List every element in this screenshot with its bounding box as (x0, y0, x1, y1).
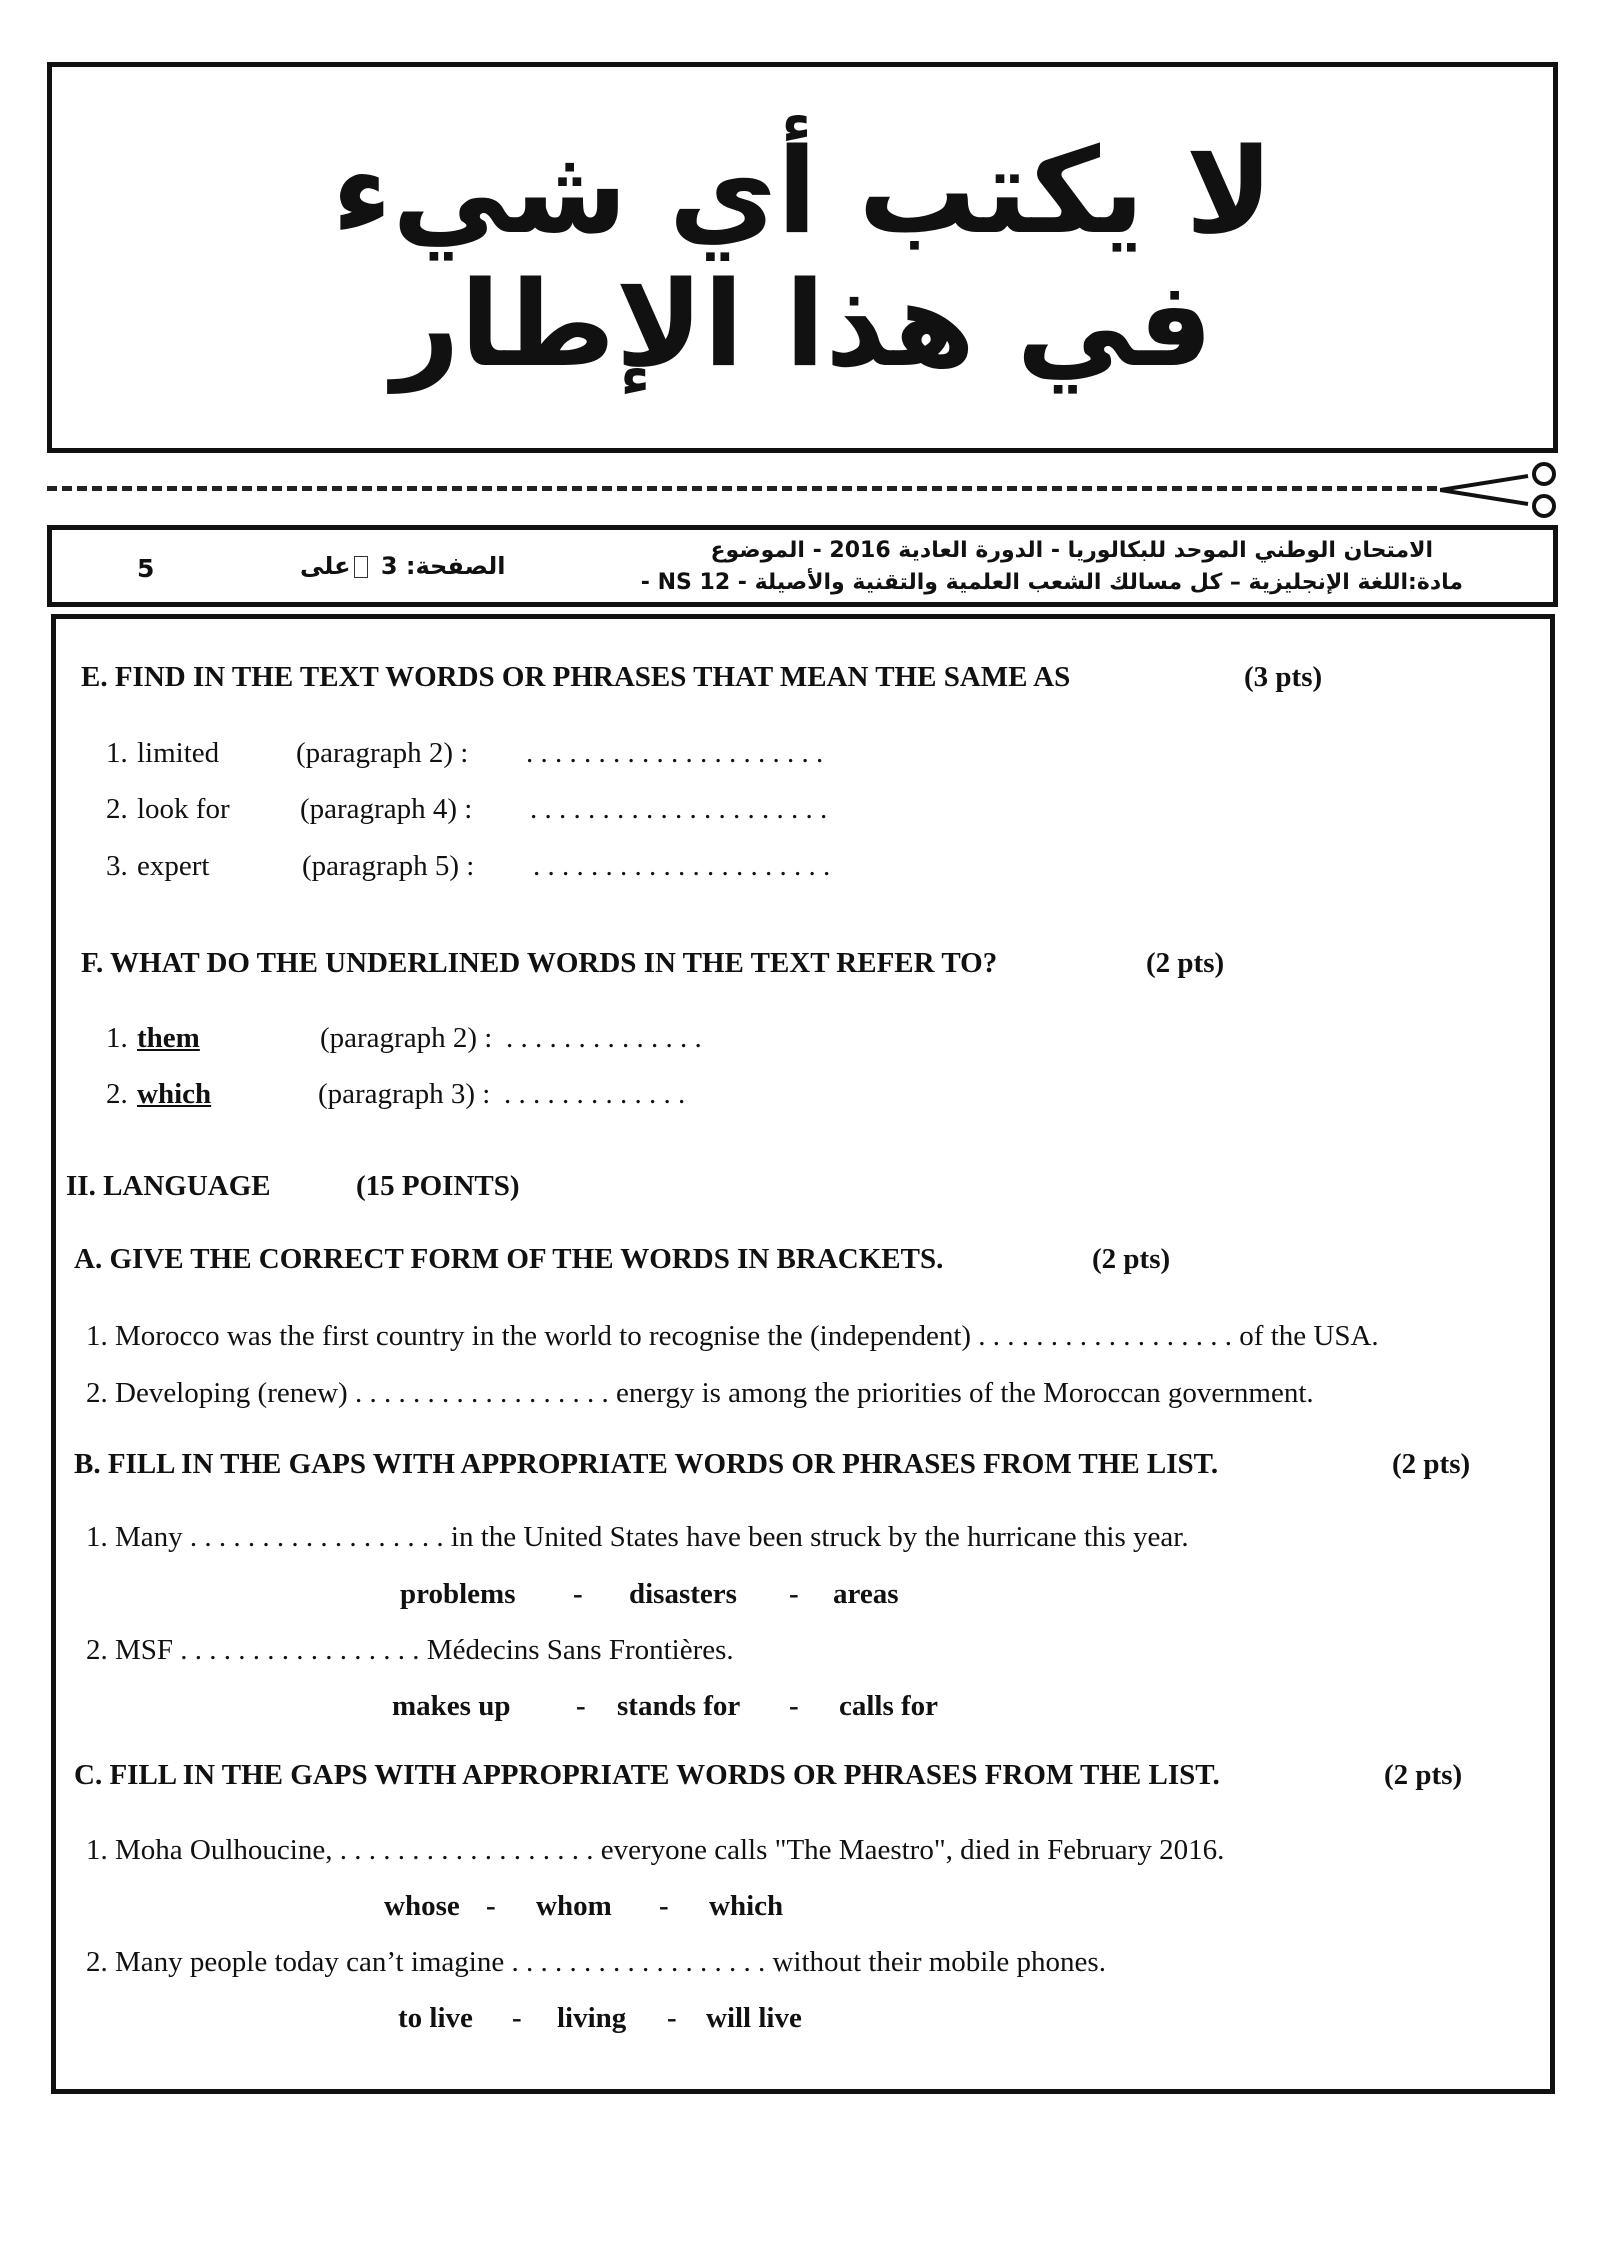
page-indicator (300, 552, 506, 580)
section-c-option-sep: - (667, 2002, 677, 2034)
do-not-write-line-1: لا يكتب أي شيء (331, 122, 1274, 261)
section-b-points: (2 pts) (1392, 1448, 1471, 1480)
section-f-item-1-blank: . . . . . . . . . . . . . . (506, 1022, 702, 1054)
section-e-item-1-word: limited (137, 737, 220, 769)
section-e-item-1-num: 1. (106, 737, 128, 769)
section-b-option-makes-up: makes up (392, 1690, 511, 1722)
section-f-item-2-ref: (paragraph 3) : (318, 1078, 491, 1110)
section-e-heading: E. FIND IN THE TEXT WORDS OR PHRASES THAT MEAN THE SAME AS (81, 661, 1071, 693)
language-heading: II. LANGUAGE (66, 1170, 271, 1202)
section-f-item-2-blank: . . . . . . . . . . . . . (504, 1078, 686, 1110)
section-f-heading: F. WHAT DO THE UNDERLINED WORDS IN THE TEXT REFER TO? (81, 947, 998, 979)
section-b-option-sep: - (576, 1690, 586, 1722)
section-f-item-2-word: which (137, 1078, 212, 1110)
section-a-item-1: 1. Morocco was the first country in the world to recognise the (independent) . . . . . . . . . . . . . . . . . . of the USA. (86, 1320, 1379, 1352)
section-b-item-2: 2. MSF . . . . . . . . . . . . . . . . . Médecins Sans Frontières. (86, 1634, 734, 1666)
section-b-option-calls-for: calls for (839, 1690, 939, 1722)
section-e-item-2-ref: (paragraph 4) : (300, 793, 473, 825)
exam-header (47, 525, 1558, 607)
language-points: (15 POINTS) (356, 1170, 520, 1202)
section-c-option-which: which (709, 1890, 784, 1922)
section-a-item-2: 2. Developing (renew) . . . . . . . . . . . . . . . . . . energy is among the priorities of the Moroccan government. (86, 1377, 1314, 1409)
section-a-points: (2 pts) (1092, 1243, 1171, 1275)
section-c-option-whom: whom (536, 1890, 612, 1922)
section-c-heading: C. FILL IN THE GAPS WITH APPROPRIATE WORDS OR PHRASES FROM THE LIST. (74, 1759, 1220, 1791)
section-f-item-1-word: them (137, 1022, 200, 1054)
exam-content-frame (51, 614, 1555, 2094)
section-c-option-sep: - (486, 1890, 496, 1922)
section-c-option-to-live: to live (398, 2002, 473, 2034)
section-c-option-whose: whose (384, 1890, 460, 1922)
page-of: على (300, 552, 351, 580)
section-e-item-3-ref: (paragraph 5) : (302, 850, 475, 882)
section-b-option-stands-for: stands for (617, 1690, 741, 1722)
section-e-item-1-blank: . . . . . . . . . . . . . . . . . . . . . (526, 737, 824, 769)
section-e-points: (3 pts) (1244, 661, 1323, 693)
cut-line (47, 486, 1437, 491)
section-a-heading: A. GIVE THE CORRECT FORM OF THE WORDS IN BRACKETS. (74, 1243, 944, 1275)
section-f-points: (2 pts) (1146, 947, 1225, 979)
section-f-item-1-ref: (paragraph 2) : (320, 1022, 493, 1054)
page-number: 3 (380, 552, 398, 580)
section-e-item-3-blank: . . . . . . . . . . . . . . . . . . . . . (533, 850, 831, 882)
checkbox-glyph-icon (354, 556, 368, 578)
section-c-item-2: 2. Many people today can’t imagine . . . . . . . . . . . . . . . . . . without their mobile phones. (86, 1946, 1106, 1978)
section-b-option-sep: - (789, 1578, 799, 1610)
section-c-option-sep: - (512, 2002, 522, 2034)
section-e-item-2-blank: . . . . . . . . . . . . . . . . . . . . . (530, 793, 828, 825)
section-b-option-sep: - (573, 1578, 583, 1610)
exam-title-line: الامتحان الوطني الموحد للبكالوريا - الدورة العادية 2016 - الموضوع (710, 538, 1433, 563)
section-c-option-will-live: will live (706, 2002, 802, 2034)
section-b-option-sep: - (789, 1690, 799, 1722)
section-f-item-1-num: 1. (106, 1022, 128, 1054)
section-b-item-1: 1. Many . . . . . . . . . . . . . . . . . . in the United States have been struck by the hurricane this year. (86, 1521, 1189, 1553)
section-c-option-sep: - (659, 1890, 669, 1922)
page-total: 5 (137, 554, 155, 583)
section-e-item-2-num: 2. (106, 793, 128, 825)
section-e-item-3-word: expert (137, 850, 210, 882)
exam-subject-line: مادة:اللغة الإنجليزية – كل مسالك الشعب العلمية والتقنية والأصيلة - NS 12 - (640, 570, 1463, 595)
section-c-points: (2 pts) (1384, 1759, 1463, 1791)
section-b-option-problems: problems (400, 1578, 516, 1610)
section-c-item-1: 1. Moha Oulhoucine, . . . . . . . . . . . . . . . . . . everyone calls "The Maestro", died in February 2016. (86, 1834, 1225, 1866)
do-not-write-frame (47, 62, 1558, 453)
section-c-option-living: living (557, 2002, 627, 2034)
section-b-option-disasters: disasters (629, 1578, 737, 1610)
section-e-item-2-word: look for (137, 793, 230, 825)
section-e-item-3-num: 3. (106, 850, 128, 882)
section-b-heading: B. FILL IN THE GAPS WITH APPROPRIATE WORDS OR PHRASES FROM THE LIST. (74, 1448, 1219, 1480)
section-e-item-1-ref: (paragraph 2) : (296, 737, 469, 769)
section-b-option-areas: areas (833, 1578, 899, 1610)
scissors-icon (1440, 462, 1562, 518)
do-not-write-line-2: في هذا الإطار (392, 254, 1213, 393)
page-label: الصفحة: (405, 552, 506, 580)
section-f-item-2-num: 2. (106, 1078, 128, 1110)
